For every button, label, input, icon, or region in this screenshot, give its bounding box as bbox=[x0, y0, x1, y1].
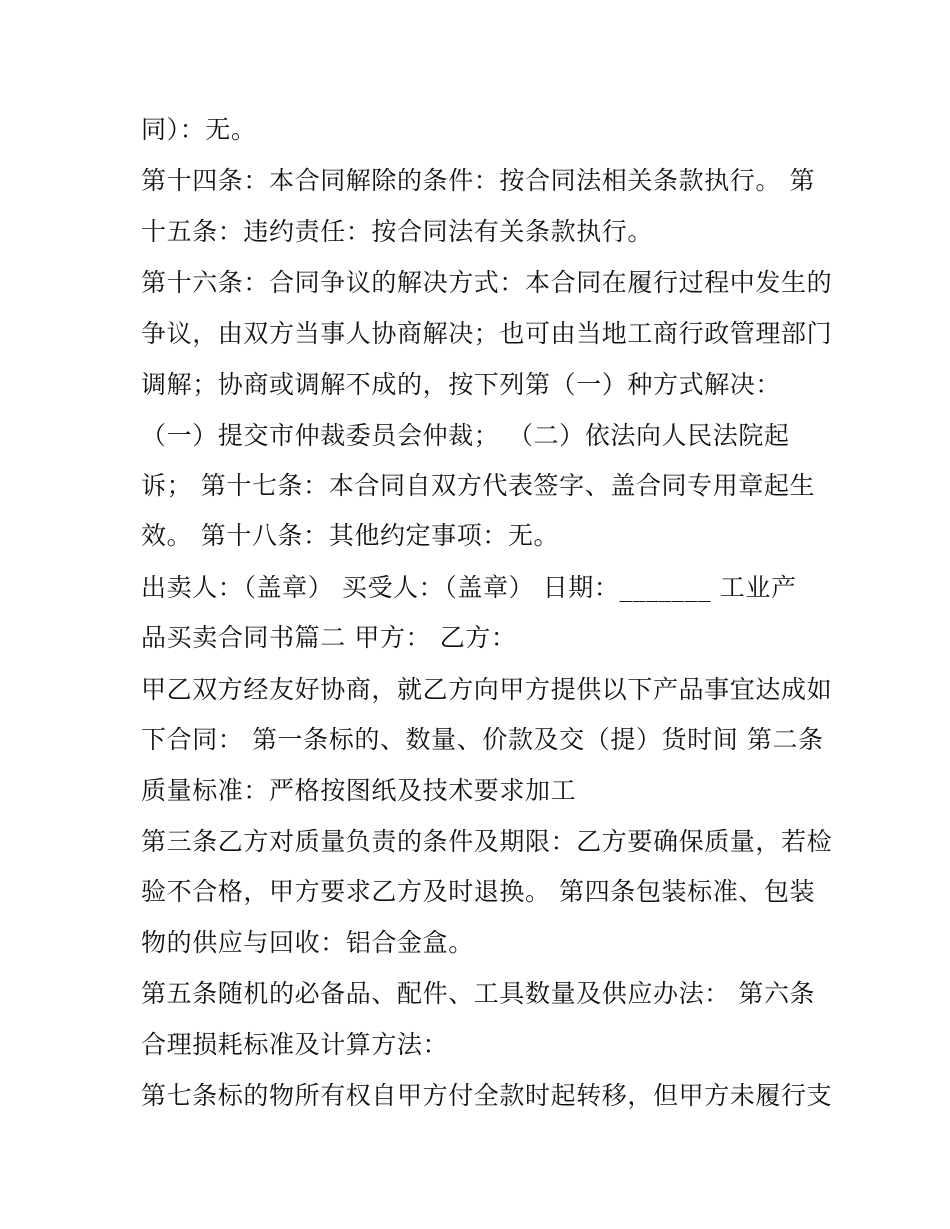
text-line: 验不合格，甲方要求乙方及时退换。 第四条包装标准、包装 bbox=[141, 877, 816, 906]
text-line: 第七条标的物所有权自甲方付全款时起转移，但甲方未履行支 bbox=[141, 1081, 833, 1110]
text-line: 出卖人：（盖章） 买受人：（盖章） 日期：_______ 工业产 bbox=[141, 573, 797, 602]
text-line: 下合同： 第一条标的、数量、价款及交（提）货时间 第二条 bbox=[141, 725, 824, 754]
text-line: （一）提交市仲裁委员会仲裁； （二）依法向人民法院起 bbox=[141, 421, 790, 450]
text-line: 十五条：违约责任：按合同法有关条款执行。 bbox=[141, 217, 654, 246]
text-line: 第五条随机的必备品、配件、工具数量及供应办法： 第六条 bbox=[141, 979, 816, 1008]
text-line: 品买卖合同书篇二 甲方： 乙方： bbox=[141, 623, 517, 652]
text-line: 质量标准：严格按图纸及技术要求加工 bbox=[141, 776, 577, 805]
text-line: 物的供应与回收：铝合金盒。 bbox=[141, 928, 474, 957]
text-line: 效。 第十八条：其他约定事项：无。 bbox=[141, 521, 560, 550]
text-line: 争议，由双方当事人协商解决；也可由当地工商行政管理部门 bbox=[141, 319, 833, 348]
text-line: 调解；协商或调解不成的，按下列第（一）种方式解决： bbox=[141, 370, 782, 399]
text-line: 合理损耗标准及计算方法： bbox=[141, 1030, 449, 1059]
text-line: 同）：无。 bbox=[141, 115, 257, 144]
text-line: 甲乙双方经友好协商，就乙方向甲方提供以下产品事宜达成如 bbox=[141, 675, 833, 704]
text-line: 第三条乙方对质量负责的条件及期限：乙方要确保质量，若检 bbox=[141, 827, 833, 856]
text-line: 诉； 第十七条：本合同自双方代表签字、盖合同专用章起生 bbox=[141, 471, 816, 500]
text-line: 第十六条：合同争议的解决方式：本合同在履行过程中发生的 bbox=[141, 268, 833, 297]
text-line: 第十四条：本合同解除的条件：按合同法相关条款执行。 第 bbox=[141, 166, 816, 195]
